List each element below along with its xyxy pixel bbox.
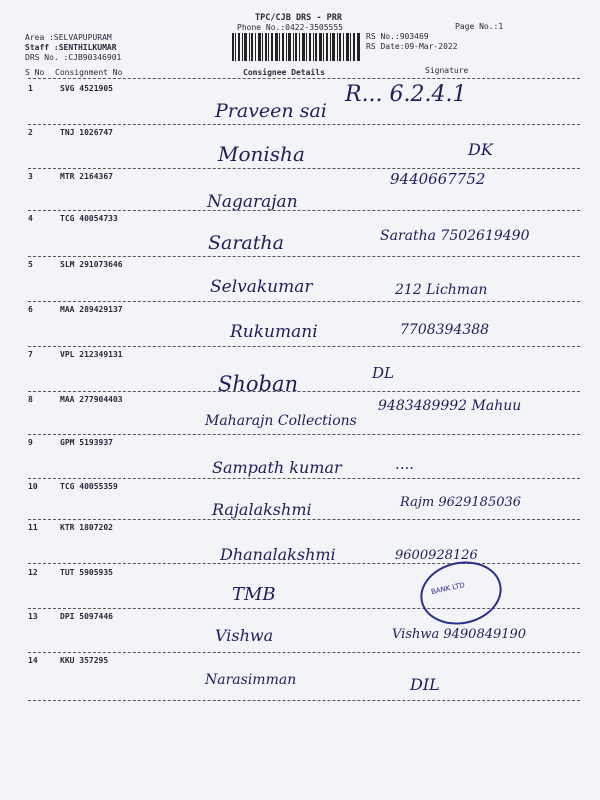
row-consignment: MTR 2164367 [60,172,113,181]
row-sno: 8 [28,395,33,404]
phone-number: Phone No.:0422-3505555 [237,23,343,32]
bank-stamp [414,554,507,632]
consignee-name: Dhanalakshmi [220,545,336,564]
rs-date: RS Date:09-Mar-2022 [366,42,458,51]
row-consignment: TCG 40054733 [60,214,118,223]
signature: 9483489992 Mahuu [378,398,522,414]
signature: Saratha 7502619490 [380,228,530,244]
row-sno: 12 [28,568,38,577]
row-consignment: SLM 291073646 [60,260,123,269]
row-sno: 6 [28,305,33,314]
row-consignment: GPM 5193937 [60,438,113,447]
consignee-name: Vishwa [215,626,274,645]
signature: R... 6.2.4.1 [345,82,467,107]
row-consignment: TUT 5905935 [60,568,113,577]
col-sno-header: S No [25,68,45,77]
row-sno: 10 [28,482,38,491]
signature: DK [468,140,493,159]
row-divider [28,563,580,564]
consignee-name: Rukumani [230,322,318,342]
row-divider [28,700,580,701]
consignee-name: Narasimman [205,672,297,688]
row-divider [28,168,580,169]
signature: DIL [410,675,440,694]
area-label: Area :SELVAPUPURAM [25,33,112,42]
document-title: TPC/CJB DRS - PRR [255,13,342,23]
signature: 9440667752 [390,170,486,188]
row-divider [28,301,580,302]
row-divider [28,652,580,653]
signature: DL [372,364,394,382]
row-divider [28,256,580,257]
row-sno: 1 [28,84,33,93]
staff-label: Staff :SENTHILKUMAR [25,43,117,52]
row-sno: 5 [28,260,33,269]
consignee-name: TMB [232,584,276,605]
row-consignment: MAA 289429137 [60,305,123,314]
col-signature-header: Signature [425,66,469,75]
signature: 9600928126 [395,548,478,563]
rs-number: RS No.:903469 [366,32,429,41]
consignee-name: Sampath kumar [212,458,342,477]
signature: Vishwa 9490849190 [392,627,527,642]
row-divider [28,124,580,125]
row-divider [28,519,580,520]
row-sno: 2 [28,128,33,137]
row-sno: 7 [28,350,33,359]
row-consignment: DPI 5097446 [60,612,113,621]
page-number: Page No.:1 [455,22,504,31]
consignee-name: Saratha [208,232,284,254]
row-consignment: VPL 212349131 [60,350,123,359]
consignee-name: Shoban [218,372,299,396]
signature: .... [395,455,415,473]
row-consignment: MAA 277904403 [60,395,123,404]
header-divider [28,78,580,79]
row-consignment: SVG 4521905 [60,84,113,93]
row-sno: 11 [28,523,38,532]
row-consignment: KTR 1807202 [60,523,113,532]
col-consignee-header: Consignee Details [243,68,325,77]
signature: 7708394388 [400,322,490,338]
row-divider [28,346,580,347]
consignee-name: Rajalakshmi [212,500,312,519]
row-divider [28,478,580,479]
consignee-name: Selvakumar [210,277,313,297]
row-sno: 4 [28,214,33,223]
row-sno: 9 [28,438,33,447]
row-divider [28,210,580,211]
signature: 212 Lichman [395,282,488,298]
row-divider [28,434,580,435]
row-divider [28,608,580,609]
consignee-name: Monisha [218,142,305,166]
row-sno: 13 [28,612,38,621]
row-consignment: TCG 40055359 [60,482,118,491]
row-sno: 14 [28,656,38,665]
row-sno: 3 [28,172,33,181]
row-divider [28,391,580,392]
row-consignment: TNJ 1026747 [60,128,113,137]
row-consignment: KKU 357295 [60,656,109,665]
consignee-name: Maharajn Collections [205,413,357,429]
col-consignment-header: Consignment No [55,68,123,77]
consignee-name: Nagarajan [207,192,298,212]
signature: Rajm 9629185036 [400,495,522,510]
barcode-graphic [232,33,360,61]
stamp-text: BANK LTD [430,581,466,597]
drs-number: DRS No. :CJB90346901 [25,53,122,62]
consignee-name: Praveen sai [215,100,327,122]
